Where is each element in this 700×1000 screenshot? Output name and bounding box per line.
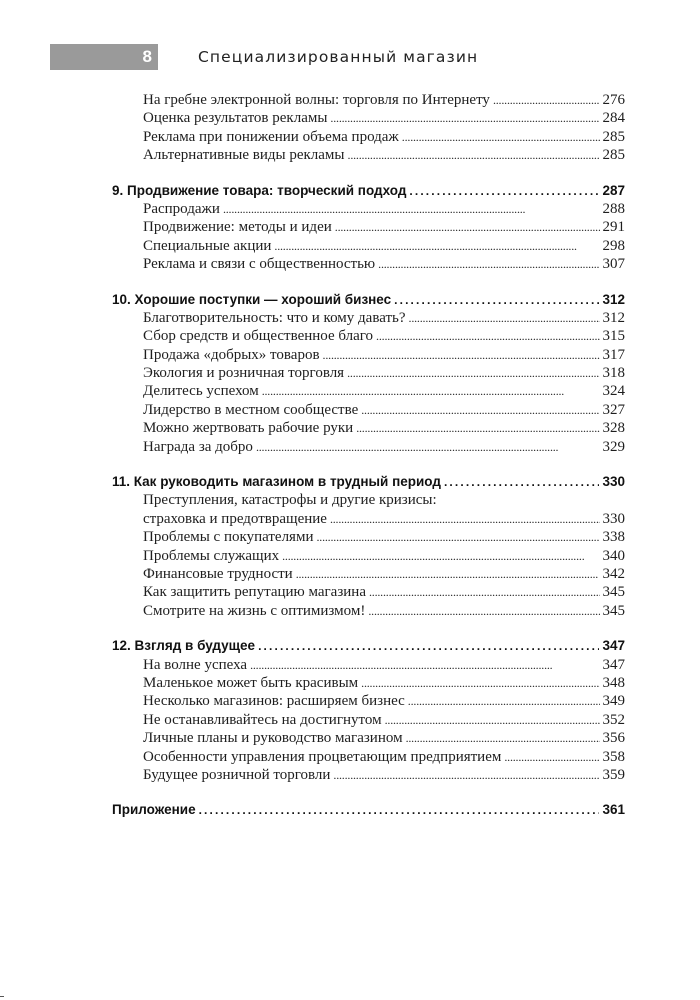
toc-entry[interactable]: Несколько магазинов: расширяем бизнес . . . 349 bbox=[112, 692, 625, 710]
toc-entry[interactable]: Проблемы служащих . . . 340 bbox=[112, 547, 625, 565]
toc-entry[interactable]: Благотворительность: что и кому давать? . . . 312 bbox=[112, 309, 625, 327]
intro-group bbox=[112, 91, 625, 165]
toc-entry[interactable]: Альтернативные виды рекламы . . . 285 bbox=[112, 146, 625, 164]
toc-entry[interactable]: Оценка результатов рекламы . . . 284 bbox=[112, 109, 625, 127]
toc-entry[interactable]: Проблемы с покупателями . . . 338 bbox=[112, 528, 625, 546]
toc-entry[interactable]: Личные планы и руководство магазином . . . 356 bbox=[112, 729, 625, 747]
toc-entry[interactable]: Как защитить репутацию магазина . . . 345 bbox=[112, 583, 625, 601]
chapter-9 bbox=[112, 182, 625, 274]
chapter-heading[interactable]: 10. Хорошие поступки — хороший бизнес . . . 312 bbox=[112, 291, 625, 309]
toc-entry[interactable]: Специальные акции . . . 298 bbox=[112, 237, 625, 255]
running-title: Специализированный магазин bbox=[198, 48, 479, 66]
toc-entry[interactable]: Экология и розничная торговля . . . 318 bbox=[112, 364, 625, 382]
toc-entry[interactable]: Награда за добро . . . 329 bbox=[112, 438, 625, 456]
chapter-12 bbox=[112, 637, 625, 784]
toc-entry[interactable]: страховка и предотвращение . . . 330 bbox=[112, 510, 625, 528]
toc-entry[interactable]: На волне успеха . . . 347 bbox=[112, 656, 625, 674]
appendix bbox=[112, 801, 625, 819]
toc-entry[interactable]: Распродажи . . . 288 bbox=[112, 200, 625, 218]
toc-entry[interactable]: Сбор средств и общественное благо . . . 315 bbox=[112, 327, 625, 345]
crop-mark bbox=[0, 996, 4, 997]
page-number: 8 bbox=[50, 44, 158, 70]
chapter-heading[interactable]: 9. Продвижение товара: творческий подход . . . 287 bbox=[112, 182, 625, 200]
toc-entry[interactable]: Реклама и связи с общественностью . . . 307 bbox=[112, 255, 625, 273]
chapter-heading[interactable]: 11. Как руководить магазином в трудный период . . . 330 bbox=[112, 473, 625, 491]
toc-entry[interactable]: Не останавливайтесь на достигнутом . . . 352 bbox=[112, 711, 625, 729]
toc-entry[interactable]: Будущее розничной торговли . . . 359 bbox=[112, 766, 625, 784]
toc-entry[interactable]: Продвижение: методы и идеи . . . 291 bbox=[112, 218, 625, 236]
toc-entry[interactable]: Продажа «добрых» товаров . . . 317 bbox=[112, 346, 625, 364]
toc-entry[interactable]: Особенности управления процветающим предприятием . . . 358 bbox=[112, 748, 625, 766]
toc-entry[interactable]: Финансовые трудности . . . 342 bbox=[112, 565, 625, 583]
chapter-heading[interactable]: 12. Взгляд в будущее . . . 347 bbox=[112, 637, 625, 655]
toc-entry[interactable]: Реклама при понижении объема продаж . . . 285 bbox=[112, 128, 625, 146]
chapter-11 bbox=[112, 473, 625, 620]
running-header bbox=[50, 44, 650, 70]
appendix-heading[interactable]: Приложение . . . 361 bbox=[112, 801, 625, 819]
toc-entry[interactable]: Делитесь успехом . . . 324 bbox=[112, 382, 625, 400]
toc-entry[interactable]: Лидерство в местном сообществе . . . 327 bbox=[112, 401, 625, 419]
toc-entry[interactable]: Маленькое может быть красивым . . . 348 bbox=[112, 674, 625, 692]
toc-entry[interactable]: На гребне электронной волны: торговля по Интернету . . . 276 bbox=[112, 91, 625, 109]
toc-entry[interactable]: Смотрите на жизнь с оптимизмом! . . . 345 bbox=[112, 602, 625, 620]
table-of-contents bbox=[112, 91, 625, 820]
toc-entry[interactable]: Можно жертвовать рабочие руки . . . 328 bbox=[112, 419, 625, 437]
toc-entry-line[interactable]: Преступления, катастрофы и другие кризисы: bbox=[143, 492, 437, 509]
chapter-10 bbox=[112, 291, 625, 457]
